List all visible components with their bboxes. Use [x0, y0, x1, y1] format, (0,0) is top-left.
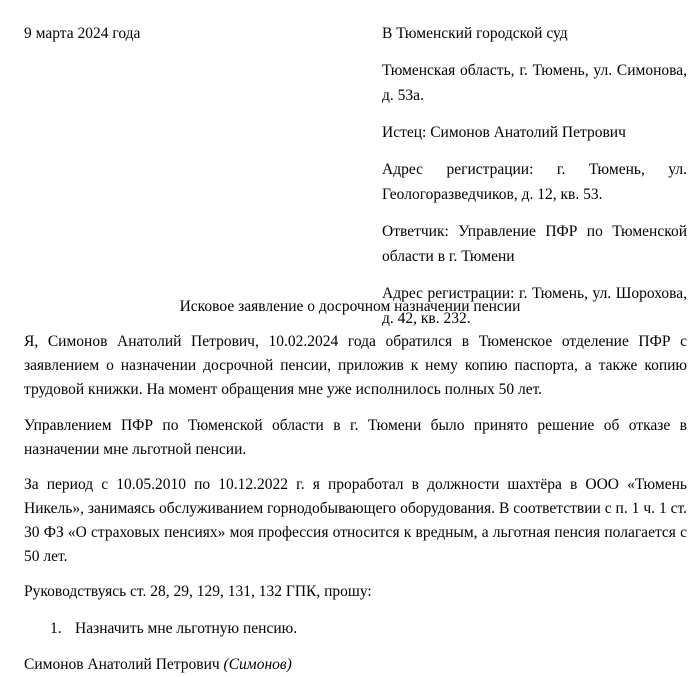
body-paragraph: За период с 10.05.2010 по 10.12.2022 г. я проработал в должности шахтёра в ООО «Тюмень Никель», занимаясь обслуживанием горнодобывающего оборудования. В соответствии с п. 1 ч. 1 ст. 30 ФЗ «О страховых пенсиях» моя профессия относится к вредным, а льготная пенсия полагается с 50 лет.: [24, 476, 687, 565]
document-date: 9 марта 2024 года: [24, 25, 141, 42]
signature-line: [24, 653, 687, 677]
body-paragraph: Руководствуясь ст. 28, 29, 129, 131, 132 ГПК, прошу:: [24, 583, 372, 600]
body-paragraph: Управлением ПФР по Тюменской области в г. Тюмени было принято решение об отказе в назначении мне льготной пенсии.: [24, 417, 687, 458]
defendant-address: Адрес регистрации: г. Тюмень, ул. Шорохова, д. 42, кв. 232.: [382, 285, 687, 327]
signature-handwritten: (Симонов): [223, 656, 292, 673]
body-paragraph: Я, Симонов Анатолий Петрович, 10.02.2024 года обратился в Тюменское отделение ПФР с заявлением о назначении досрочной пенсии, приложив к нему копию паспорта, а также копию трудовой книжки. На момент обращения мне уже исполнилось полных 50 лет.: [24, 333, 687, 398]
court-address: Тюменская область, г. Тюмень, ул. Симонова, д. 53а.: [382, 62, 687, 104]
signature-name: Симонов Анатолий Петрович: [24, 656, 220, 673]
plaintiff-name: Истец: Симонов Анатолий Петрович: [382, 124, 626, 141]
addressee-block: [382, 24, 687, 343]
court-name: В Тюменский городской суд: [382, 25, 568, 42]
request-text: Назначить мне льготную пенсию.: [75, 620, 298, 637]
document-title: Исковое заявление о досрочном назначении пенсии: [179, 298, 521, 315]
request-list-item: [50, 617, 687, 641]
defendant-name: Ответчик: Управление ПФР по Тюменской области в г. Тюмени: [382, 223, 687, 265]
request-number: 1.: [50, 620, 62, 637]
document-body: [24, 330, 687, 677]
plaintiff-address: Адрес регистрации: г. Тюмень, ул. Геологоразведчиков, д. 12, кв. 53.: [382, 161, 687, 203]
